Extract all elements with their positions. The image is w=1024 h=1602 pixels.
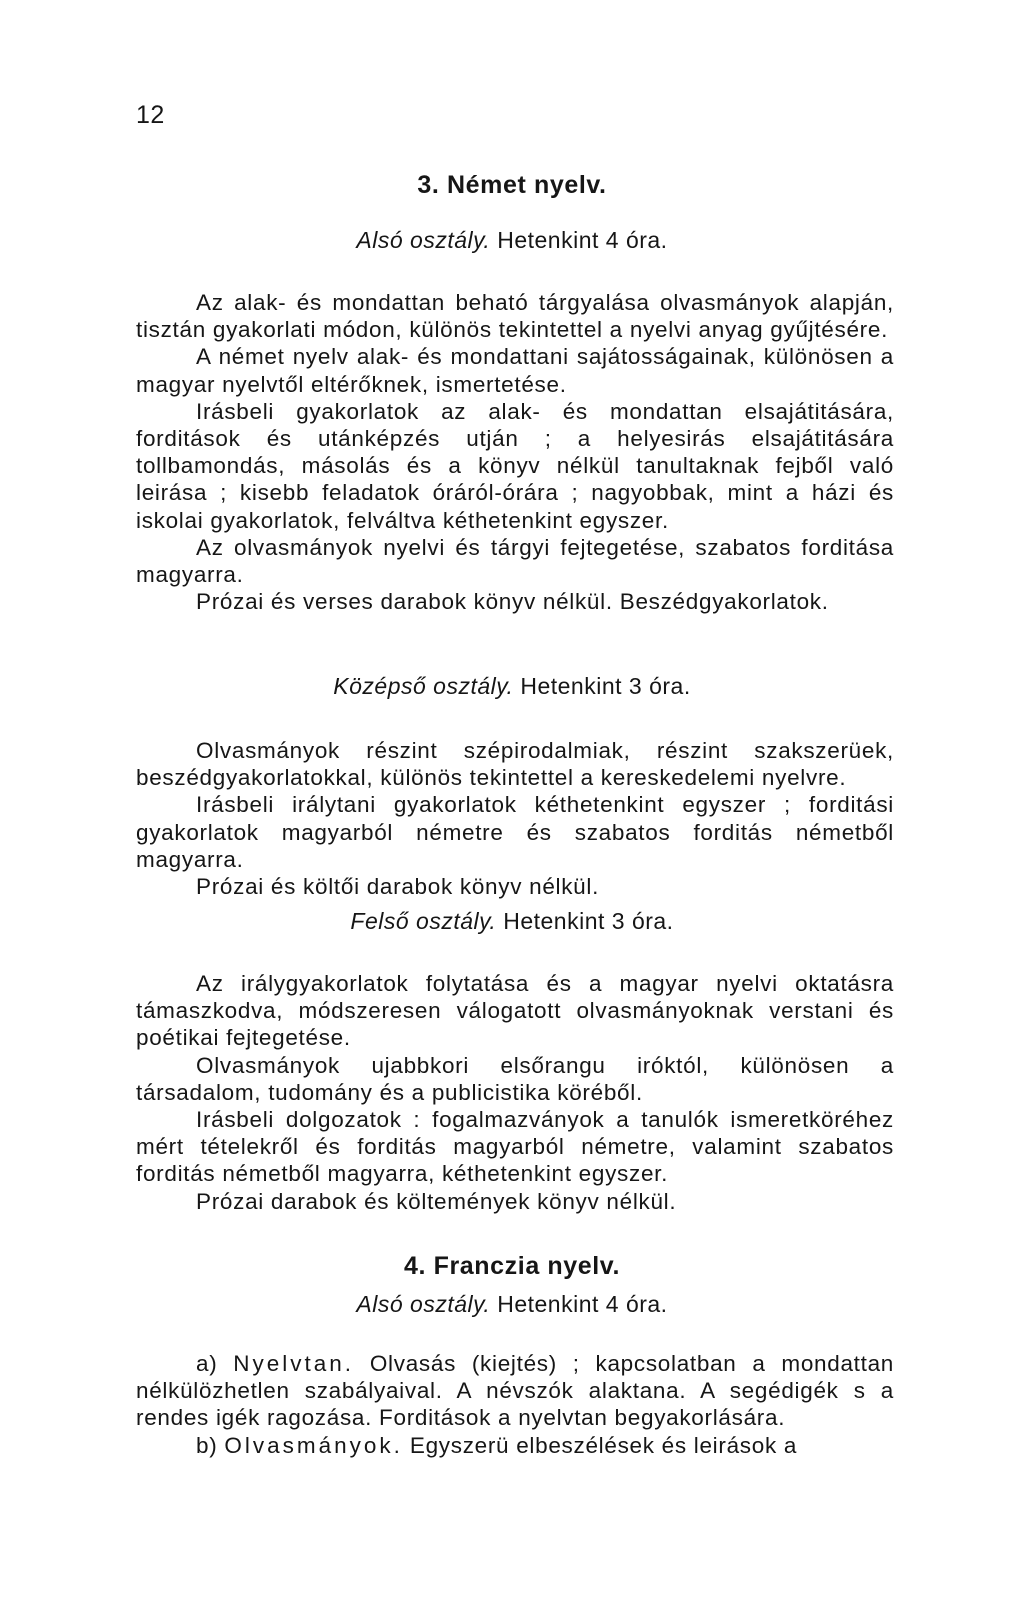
paragraph: Prózai és verses darabok könyv nélkül. Beszédgyakorlatok.	[196, 589, 829, 615]
german-felso-body	[136, 970, 894, 1215]
section-heading-french: 4. Franczia nyelv.	[404, 1252, 620, 1280]
paragraph: Prózai darabok és költemények könyv nélkül.	[196, 1188, 677, 1214]
paragraph: Irásbeli dolgozatok : fogalmazványok a tanulók ismeretköréhez mért tételekről és forditás magyarból németre, valamint szabatos forditás németből magyarra, kéthetenkint egyszer.	[136, 1107, 894, 1187]
paragraph: Az alak- és mondattan beható tárgyalása olvasmányok alapján, tisztán gyakorlati módon, különös tekintettel a nyelvi anyag gyűjtésére.	[136, 290, 894, 343]
paragraph: Irásbeli irálytani gyakorlatok kéthetenkint egyszer ; forditási gyakorlatok magyarból németre és szabatos forditás németből magyarra.	[136, 792, 894, 872]
paragraph: Prózai és költői darabok könyv nélkül.	[196, 874, 600, 900]
class-heading-german-felso	[0, 906, 1024, 936]
class-heading-german-kozepso	[0, 671, 1024, 701]
class-label: Középső osztály.	[333, 673, 514, 699]
paragraph-nyelvtan	[136, 1350, 894, 1432]
item-title: Nyelvtan.	[233, 1351, 355, 1376]
paragraph: A német nyelv alak- és mondattani sajátosságainak, különösen a magyar nyelvtől eltérőknek, ismertetése.	[136, 344, 894, 397]
class-heading-german-also	[0, 225, 1024, 255]
paragraph: Olvasmányok részint szépirodalmiak, részint szakszerüek, beszédgyakorlatokkal, különös tekintettel a kereskedelemi nyelvre.	[136, 738, 894, 791]
item-text: Egyszerü elbeszélések és leirások a	[409, 1432, 798, 1458]
section-heading-german: 3. Német nyelv.	[417, 171, 607, 199]
class-label: Alsó osztály.	[356, 1291, 491, 1317]
paragraph: Az olvasmányok nyelvi és tárgyi fejtegetése, szabatos forditása magyarra.	[136, 534, 894, 588]
paragraph: Irásbeli gyakorlatok az alak- és mondattan elsajátitására, forditások és utánképzés utján ; a helyesirás elsajátitására tollbamondás, másolás és a könyv nélkül tanultaknak fejből való leirása ; kisebb feladatok óráról-órára ; nagyobbak, mint a házi és iskolai gyakorlatok, felváltva kéthetenkint egyszer.	[136, 398, 894, 533]
item-marker: a)	[196, 1351, 218, 1376]
item-marker: b)	[196, 1432, 218, 1458]
paragraph: Olvasmányok ujabbkori elsőrangu iróktól, különösen a társadalom, tudomány és a publicistika köréből.	[136, 1052, 894, 1105]
item-text: Olvasás (kiejtés) ; kapcsolatban a mondattan nélkülözhetlen szabályaival. A névszók alaktana. A segédigék s a rendes igék ragozása. Forditások a nyelvtan begyakorlására.	[136, 1351, 895, 1431]
paragraph-olvasmanyok	[136, 1432, 894, 1459]
item-title: Olvasmányok.	[224, 1432, 403, 1458]
weekly-hours: Hetenkint 3 óra.	[503, 908, 674, 934]
german-also-body	[136, 289, 894, 615]
class-label: Alsó osztály.	[356, 227, 491, 253]
paragraph: Az irálygyakorlatok folytatása és a magyar nyelvi oktatásra támaszkodva, módszeresen válogatott olvasmányoknak verstani és poétikai fejtegetése.	[136, 971, 894, 1051]
class-heading-french-also	[0, 1289, 1024, 1319]
german-kozepso-body	[136, 737, 894, 900]
weekly-hours: Hetenkint 3 óra.	[520, 673, 691, 699]
class-label: Felső osztály.	[350, 908, 497, 934]
weekly-hours: Hetenkint 4 óra.	[497, 227, 668, 253]
weekly-hours: Hetenkint 4 óra.	[497, 1291, 668, 1317]
page-number: 12	[136, 101, 165, 129]
french-also-body	[136, 1350, 894, 1459]
